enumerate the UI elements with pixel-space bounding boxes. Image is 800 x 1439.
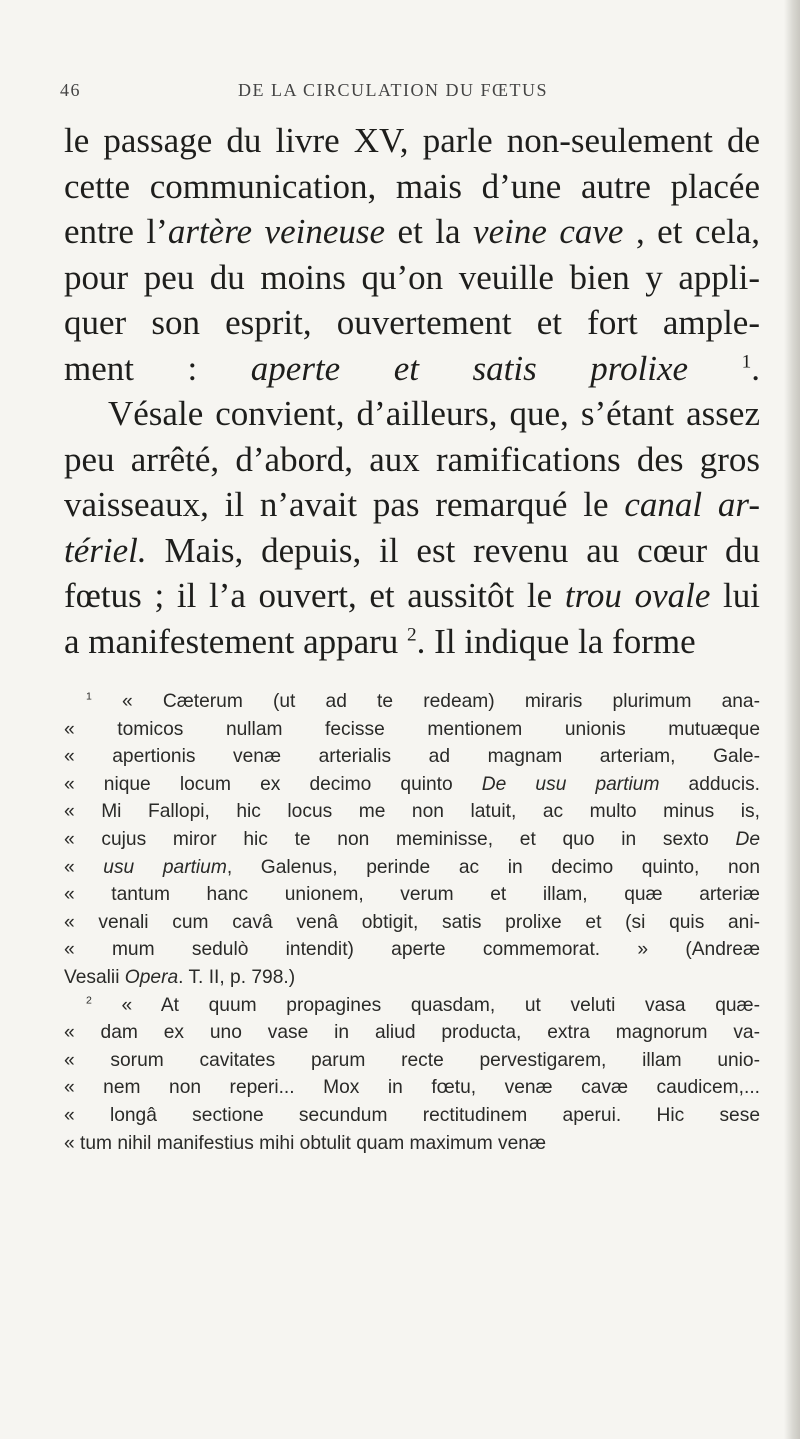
footnote-marker: 1 <box>741 350 752 372</box>
footnote-line <box>64 1130 760 1158</box>
footnote-text: , Galenus, perinde ac in decimo quinto, non <box>226 856 760 878</box>
footnote-line <box>64 826 760 854</box>
page-number: 46 <box>60 80 81 100</box>
footnote-line <box>64 771 760 799</box>
footnote-text: « Cæterum (ut ad te redeam) miraris plurimum ana- <box>91 691 760 712</box>
footnote-line <box>64 964 760 992</box>
footnote-line <box>64 743 760 771</box>
footnote-text: « Mi Fallopi, hic locus me non latuit, ac multo minus is, <box>64 801 760 823</box>
footnote-text: Vesalii <box>64 966 125 988</box>
footnote-italic-text: De usu partium <box>481 773 660 795</box>
body-text: ment : <box>64 348 251 388</box>
body-line <box>64 573 760 619</box>
body-text: quer son esprit, ouvertement et fort ample- <box>64 303 760 342</box>
body-line <box>64 118 760 164</box>
footnote-line <box>64 881 760 909</box>
body-text: a manifestement apparu <box>64 621 408 661</box>
footnote-line <box>64 1047 760 1075</box>
footnote-line <box>64 688 760 716</box>
footnote-italic-text: De <box>735 828 760 850</box>
body-text: Vésale convient, d’ailleurs, que, s’étant assez <box>108 394 760 433</box>
body-line <box>64 391 760 437</box>
body-text: le passage du livre XV, parle non-seulement de <box>64 121 760 160</box>
body-text <box>688 349 742 388</box>
body-line <box>64 209 760 255</box>
body-line <box>64 346 760 392</box>
body-line <box>64 164 760 210</box>
footnotes <box>64 688 760 1157</box>
body-text: , et cela, <box>623 212 760 251</box>
body-text <box>64 118 760 664</box>
running-title: DE LA CIRCULATION DU FŒTUS <box>238 80 549 100</box>
footnote-text: « nem non reperi... Mox in fœtu, venæ cavæ caudicem,... <box>64 1077 760 1099</box>
body-text: . Il indique la forme <box>416 621 696 661</box>
footnote-marker: 2 <box>86 994 92 1007</box>
body-text: cette communication, mais d’une autre placée <box>64 166 760 206</box>
footnote-line <box>64 1102 760 1130</box>
footnote-line <box>64 1019 760 1047</box>
footnote-text: « sorum cavitates parum recte pervestigarem, illam unio- <box>64 1049 760 1071</box>
footnote-italic-text: usu partium <box>103 856 227 878</box>
footnote-text: adducis. <box>659 773 761 795</box>
body-text: . <box>751 348 761 388</box>
body-line <box>64 255 760 301</box>
body-italic-text: trou ovale <box>564 576 711 615</box>
footnote-line <box>64 1074 760 1102</box>
body-text: fœtus ; il l’a ouvert, et aussitôt le <box>64 576 565 615</box>
body-line <box>64 437 760 483</box>
footnote-text: « tum nihil manifestius mihi obtulit quam maximum venæ <box>64 1132 547 1154</box>
footnote-line <box>64 716 760 744</box>
footnote-italic-text: Opera <box>124 966 179 988</box>
body-text: lui <box>710 576 760 615</box>
footnote-text: « cujus miror hic te non meminisse, et quo in sexto <box>64 828 736 850</box>
body-text: et la <box>385 212 474 251</box>
body-line <box>64 528 760 574</box>
body-text: vaisseaux, il n’avait pas remarqué le <box>64 485 625 524</box>
footnote-line <box>64 798 760 826</box>
footnote-line <box>64 992 760 1020</box>
footnote-text: « At quum propagines quasdam, ut veluti vasa quæ- <box>91 994 760 1016</box>
footnote-line <box>64 854 760 882</box>
footnote-line <box>64 936 760 964</box>
footnote-text: « longâ sectione secundum rectitudinem aperui. Hic sese <box>64 1104 760 1126</box>
body-line <box>64 482 760 528</box>
footnote-text: « mum sedulò intendit) aperte commemorat. » (Andreæ <box>64 939 760 961</box>
body-italic-text: aperte et satis prolixe <box>250 348 689 388</box>
footnote-text: « tomicos nullam fecisse mentionem unionis mutuæque <box>64 718 760 740</box>
body-text: Mais, depuis, il est revenu au cœur du <box>146 530 760 570</box>
body-text: peu arrêté, d’abord, aux ramifications des gros <box>64 439 760 479</box>
footnote-line <box>64 909 760 937</box>
footnote-text: « apertionis venæ arterialis ad magnam arteriam, Gale- <box>64 746 760 768</box>
footnote-text: « tantum hanc unionem, verum et illam, quæ arteriæ <box>64 884 760 906</box>
body-italic-text: canal ar- <box>624 485 760 524</box>
page-edge-shadow <box>784 0 800 1439</box>
footnote-text: « venali cum cavâ venâ obtigit, satis prolixe et (si quis ani- <box>64 911 760 933</box>
body-line <box>64 619 760 665</box>
footnote-marker: 2 <box>407 623 417 645</box>
footnote-text: « dam ex uno vase in aliud producta, extra magnorum va- <box>64 1022 760 1044</box>
body-italic-text: veine cave <box>473 212 624 251</box>
body-italic-text: artère veineuse <box>167 212 386 251</box>
footnote-text: « nique locum ex decimo quinto <box>64 773 482 795</box>
body-line <box>64 300 760 346</box>
footnote-text: « <box>64 856 104 878</box>
body-text: entre l’ <box>64 212 168 251</box>
body-text: pour peu du moins qu’on veuille bien y appli- <box>64 257 760 297</box>
footnote-marker: 1 <box>86 690 92 703</box>
footnote-text: . T. II, p. 798.) <box>178 966 296 988</box>
body-italic-text: tériel. <box>64 530 147 570</box>
